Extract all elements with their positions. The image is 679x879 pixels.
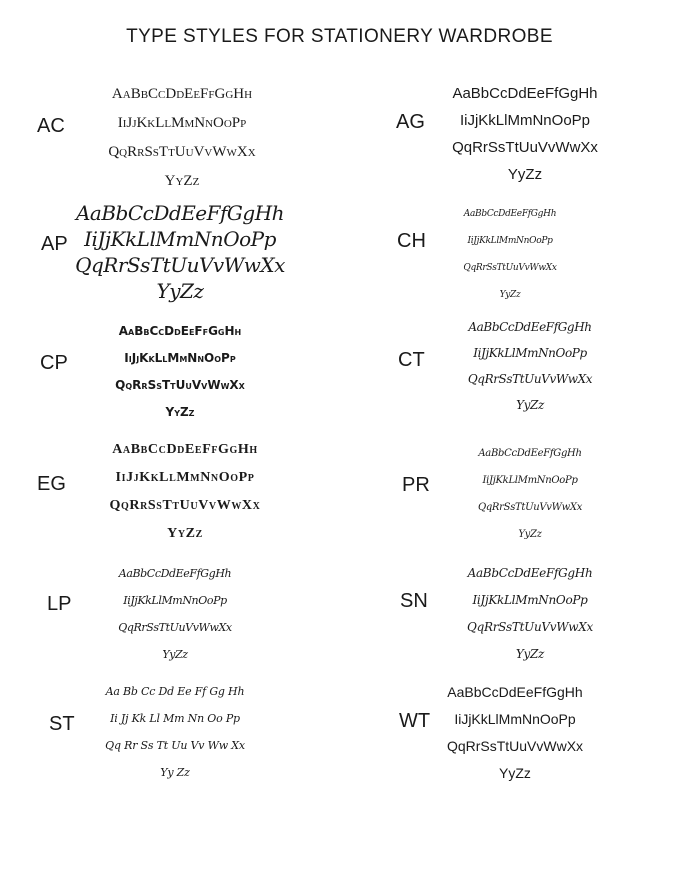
sample-line: YyZz [162,648,188,661]
style-code-eg: EG [37,473,66,495]
style-sample-ac [92,80,272,196]
sample-line: IiJjKkLlMmNnOoPp [467,236,553,246]
style-sample-sn [450,560,610,668]
sample-line: IiJjKkLlMmNnOoPp [472,593,588,607]
sample-line: YyZz [499,765,531,781]
sample-line: AaBbCcDdEeFfGgHh [118,567,232,580]
sample-line: IiJjKkLlMmNnOoPp [473,346,587,360]
sample-line: QqRrSsTtUuVvWwXx [452,139,598,156]
sample-line: IiJjKkLlMmNnOoPp [482,475,578,486]
sample-line: YyZz [507,166,543,183]
style-sample-ag [430,80,620,188]
sample-line: YyZz [164,173,200,189]
style-code-pr: PR [402,474,430,496]
sample-line: QqRrSsTtUuVvWwXx [446,738,584,754]
sample-line: QqRrSsTtUuVvWwXx [108,144,256,160]
sample-line: Yy Zz [160,766,190,779]
style-code-sn: SN [400,590,428,612]
style-code-ch: CH [397,230,426,252]
sample-line: QqRrSsTtUuVvWwXx [477,502,583,513]
style-code-lp: LP [47,593,72,615]
sample-line: QqRrSsTtUuVvWwXx [118,621,232,634]
sample-line: IiJjKkLlMmNnOoPp [117,115,247,131]
sample-line: YyZz [165,405,195,419]
sample-line: YyZz [156,279,204,303]
sample-line: AaBbCcDdEeFfGgHh [112,442,258,457]
sample-line: AaBbCcDdEeFfGgHh [468,320,592,334]
style-sample-pr [455,440,605,548]
page-title: TYPE STYLES FOR STATIONERY WARDROBE [126,26,553,47]
sample-line: IiJjKkLlMmNnOoPp [124,351,236,365]
style-code-ap: AP [41,233,68,255]
sample-line: IiJjKkLlMmNnOoPp [123,594,227,607]
sample-line: AaBbCcDdEeFfGgHh [467,566,593,580]
sample-line: AaBbCcDdEeFfGgHh [452,85,598,102]
style-code-ag: AG [396,111,425,133]
sample-line: IiJjKkLlMmNnOoPp [115,470,255,485]
style-sample-cp [95,318,265,426]
sample-line: QqRrSsTtUuVvWwXx [467,620,593,634]
sample-line: AaBbCcDdEeFfGgHh [75,201,285,225]
sample-line: YyZz [499,290,521,300]
style-sample-lp [100,560,250,668]
sample-line: Ii Jj Kk Ll Mm Nn Oo Pp [110,712,240,725]
sample-line: IiJjKkLlMmNnOoPp [84,227,276,251]
sample-line: AaBbCcDdEeFfGgHh [463,209,557,219]
style-sample-wt [440,679,590,787]
sample-line: IiJjKkLlMmNnOoPp [459,112,591,129]
style-sample-ap [70,200,290,304]
sample-line: Qq Rr Ss Tt Uu Vv Ww Xx [105,739,245,752]
sample-line: YyZz [515,647,545,661]
style-code-wt: WT [399,710,431,732]
sample-line: YyZz [516,398,544,412]
style-sample-eg [80,436,290,548]
style-code-cp: CP [40,352,68,374]
sample-line: QqRrSsTtUuVvWwXx [115,378,245,392]
sample-line: AaBbCcDdEeFfGgHh [111,86,253,102]
sample-line: QqRrSsTtUuVvWwXx [467,372,593,386]
style-sample-ct [445,314,615,418]
sample-line: AaBbCcDdEeFfGgHh [447,684,583,700]
style-sample-ch [450,201,570,309]
style-sample-st [100,678,250,786]
sample-line: YyZz [167,526,203,541]
sample-line: AaBbCcDdEeFfGgHh [118,324,242,338]
style-code-ct: CT [398,349,425,371]
sample-line: YyZz [518,529,542,540]
sample-line: QqRrSsTtUuVvWwXx [109,498,261,513]
sample-line: AaBbCcDdEeFfGgHh [478,448,582,459]
sample-line: QqRrSsTtUuVvWwXx [463,263,557,273]
sample-line: IiJjKkLlMmNnOoPp [454,711,576,727]
sample-line: QqRrSsTtUuVvWwXx [75,253,285,277]
sample-line: Aa Bb Cc Dd Ee Ff Gg Hh [105,685,245,698]
style-code-ac: AC [37,115,65,137]
style-code-st: ST [49,713,75,735]
